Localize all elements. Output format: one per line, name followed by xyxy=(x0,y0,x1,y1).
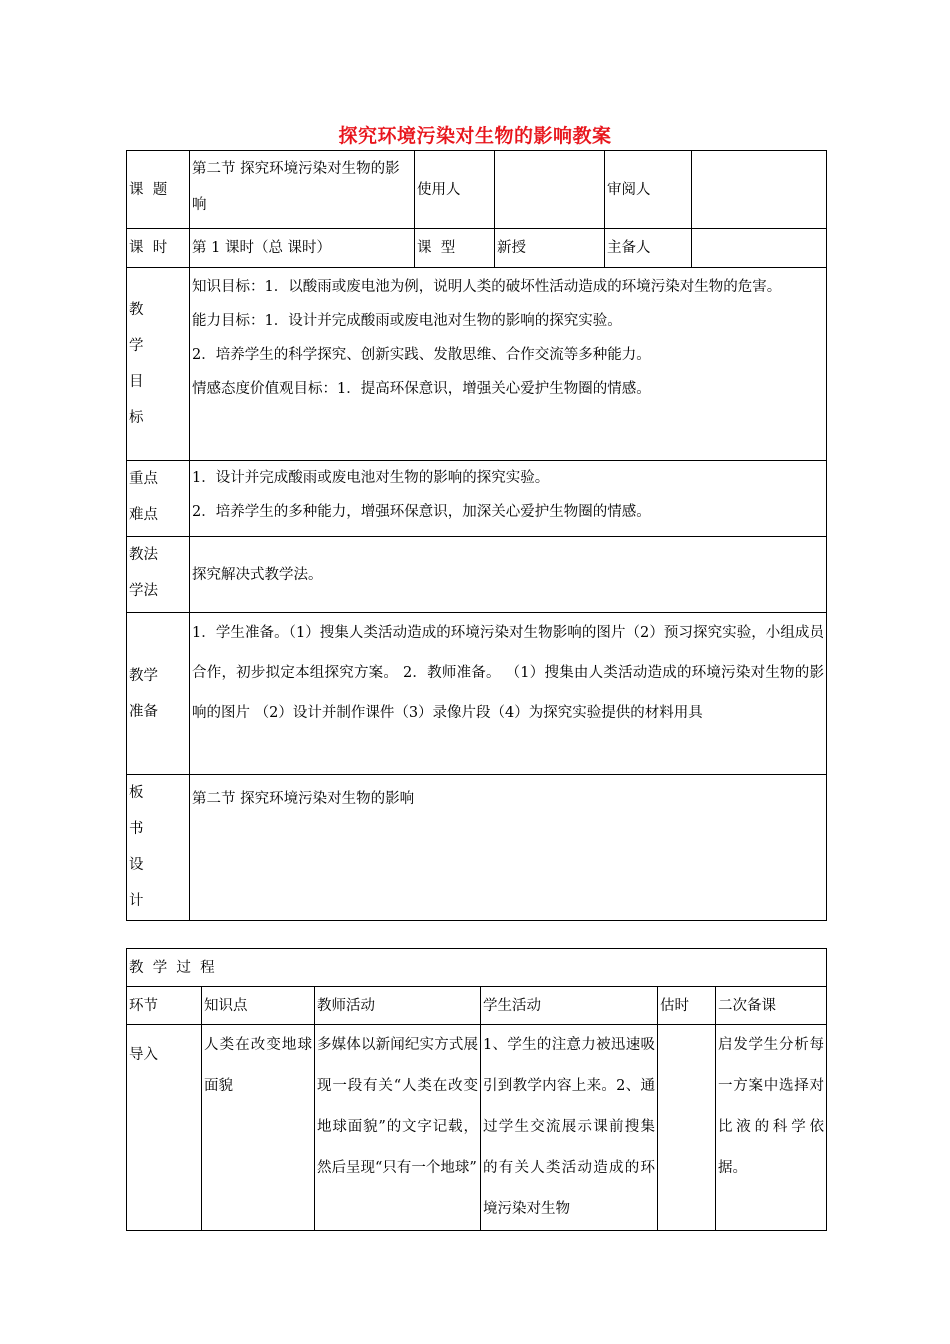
header-second-prep: 二次备课 xyxy=(716,987,827,1025)
preparer-label: 主备人 xyxy=(605,229,692,268)
goal-knowledge: 知识目标：1．以酸雨或废电池为例，说明人类的破坏性活动造成的环境污染对生物的危害。 xyxy=(192,279,782,295)
header-time: 估时 xyxy=(658,987,716,1025)
user-label: 使用人 xyxy=(415,151,495,229)
goals-content xyxy=(190,268,827,461)
type-value: 新授 xyxy=(495,229,605,268)
method-label: 教法 学法 xyxy=(127,537,190,613)
key-point-1: 1．设计并完成酸雨或废电池对生物的影响的探究实验。 xyxy=(192,470,550,486)
teaching-process-table xyxy=(126,948,827,1231)
key-points-content xyxy=(190,461,827,537)
topic-value: 第二节 探究环境污染对生物的影响 xyxy=(190,151,415,229)
period-label: 课 时 xyxy=(127,229,190,268)
row-teacher: 多媒体以新闻纪实方式展现一段有关“人类在改变地球面貌”的文字记载，然后呈现“只有一个地球” xyxy=(315,1025,481,1231)
goal-emotion: 情感态度价值观目标：1．提高环保意识，增强关心爱护生物圈的情感。 xyxy=(192,381,651,397)
header-teacher: 教师活动 xyxy=(315,987,481,1025)
type-label: 课 型 xyxy=(415,229,495,268)
preparation-content: 1．学生准备。（1）搜集人类活动造成的环境污染对生物影响的图片（2）预习探究实验，小组成员合作，初步拟定本组探究方案。 2．教师准备。 （1）搜集由人类活动造成的环境污染对生物的影响的图片 （2）设计并制作课件（3）录像片段（4）为探究实验提供的材料用具 xyxy=(190,613,827,775)
preparation-label: 教学 准备 xyxy=(127,613,190,775)
lesson-info-table xyxy=(126,150,827,921)
board-design-content: 第二节 探究环境污染对生物的影响 xyxy=(190,775,827,921)
goal-ability-2: 2．培养学生的科学探究、创新实践、发散思维、合作交流等多种能力。 xyxy=(192,347,651,363)
board-design-label: 板 书 设 计 xyxy=(127,775,190,921)
key-points-label: 重点 难点 xyxy=(127,461,190,537)
key-point-2: 2．培养学生的多种能力，增强环保意识，加深关心爱护生物圈的情感。 xyxy=(192,504,651,520)
topic-label: 课 题 xyxy=(127,151,190,229)
preparer-value xyxy=(692,229,827,268)
row-student: 1、学生的注意力被迅速吸引到教学内容上来。2、通过学生交流展示课前搜集的有关人类活动造成的环境污染对生物 xyxy=(481,1025,658,1231)
period-value: 第 1 课时（总 课时） xyxy=(190,229,415,268)
header-stage: 环节 xyxy=(127,987,202,1025)
user-value xyxy=(495,151,605,229)
reviewer-value xyxy=(692,151,827,229)
method-content: 探究解决式教学法。 xyxy=(190,537,827,613)
reviewer-label: 审阅人 xyxy=(605,151,692,229)
goals-label: 教 学 目 标 xyxy=(127,268,190,461)
row-stage: 导入 xyxy=(127,1025,202,1231)
header-student: 学生活动 xyxy=(481,987,658,1025)
row-second-prep: 启发学生分析每一方案中选择对比液的科学依据。 xyxy=(716,1025,827,1231)
goal-ability: 能力目标：1．设计并完成酸雨或废电池对生物的影响的探究实验。 xyxy=(192,313,622,329)
header-knowledge: 知识点 xyxy=(202,987,315,1025)
row-time xyxy=(658,1025,716,1231)
process-title: 教 学 过 程 xyxy=(127,949,827,987)
page-title: 探究环境污染对生物的影响教案 xyxy=(338,125,612,147)
row-knowledge: 人类在改变地球面貌 xyxy=(202,1025,315,1231)
